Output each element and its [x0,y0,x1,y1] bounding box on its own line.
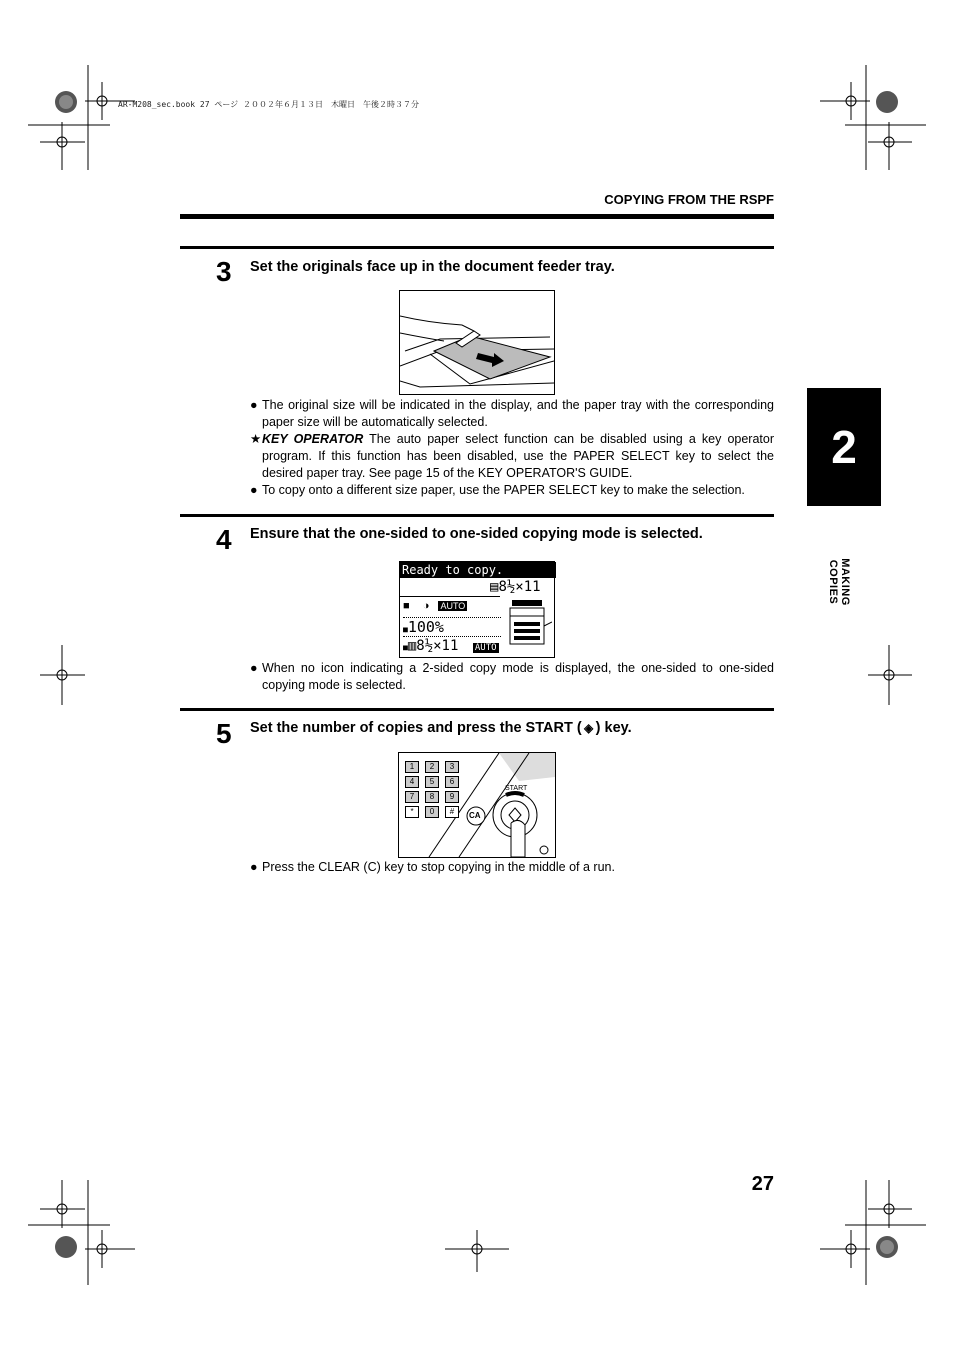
step-3-rule [180,246,774,249]
key-2[interactable]: 2 [425,761,439,773]
chapter-tab-label: MAKING COPIES [827,558,851,606]
step-3-key-operator-note [250,431,774,482]
step-5-title-end: ) key. [595,720,632,736]
key-operator-label: KEY OPERATOR [262,432,364,446]
key-asterisk[interactable]: * [405,806,419,818]
lcd-display [399,561,555,658]
key-6[interactable]: 6 [445,776,459,788]
tray-icon: ▥ [407,638,417,654]
bullet-text: When no icon indicating a 2-sided copy mode is displayed, the one-sided to one-sided copying mode is selected. [262,661,774,692]
ratio-value: 100% [407,618,444,636]
bullet-marker: ● [250,483,258,497]
row-marker: ■ [403,643,408,652]
step-3-title: Set the originals face up in the document feeder tray. [250,259,615,275]
start-key-icon: ◈ [584,721,594,735]
bullet-text: Press the CLEAR (C) key to stop copying in the middle of a run. [262,860,615,874]
ratio-row [403,618,444,636]
key-5[interactable]: 5 [425,776,439,788]
key-7[interactable]: 7 [405,791,419,803]
chapter-tab: 2 [807,388,881,506]
row-marker: ■ [403,600,410,612]
lcd-original-size [490,579,541,595]
numeric-keypad [405,761,459,818]
exposure-row [403,600,467,612]
bullet-marker: ● [250,398,258,412]
step-3-number: 3 [216,256,232,287]
ca-key-label[interactable]: CA [469,811,481,820]
step-4-number: 4 [216,524,232,555]
key-4[interactable]: 4 [405,776,419,788]
key-9[interactable]: 9 [445,791,459,803]
header-rule [180,214,774,219]
paper-size-value: 8½×11 [416,638,459,654]
step-5-title [250,720,632,736]
key-8[interactable]: 8 [425,791,439,803]
step-4-title: Ensure that the one-sided to one-sided copying mode is selected. [250,526,703,542]
step-5-title-start: Set the number of copies and press the START ( [250,720,582,736]
step-5-number: 5 [216,718,232,749]
bullet-text: The original size will be indicated in the display, and the paper tray with the corresponding paper size will be automatically selected. [262,398,774,429]
star-marker: ★ [250,432,262,446]
page-number: 27 [751,1173,774,1195]
step-5-bullet-1 [250,859,774,876]
feeder-tray-illustration [399,290,555,395]
step-4-rule [180,514,774,517]
step-3-bullet-1 [250,397,774,431]
bullet-marker: ● [250,661,258,675]
print-info: AR-M208_sec.book 27 ページ ２００２年６月１３日 木曜日 午後２時３７分 [118,100,419,109]
step-3-bullet-3 [250,482,774,499]
original-icon: ▤ [490,579,499,595]
exposure-auto-badge: AUTO [440,601,466,611]
start-label: START [505,785,528,792]
copier-icon [508,596,552,648]
lcd-message: Ready to copy. [400,562,556,578]
row-marker: ■ [403,625,408,634]
key-3[interactable]: 3 [445,761,459,773]
key-0[interactable]: 0 [425,806,439,818]
key-1[interactable]: 1 [405,761,419,773]
contrast-icon: ◑ [422,600,430,612]
paper-row [403,638,499,654]
key-operator-text: The auto paper select function can be disabled using a key operator program. If this function has been disabled, use the PAPER SELECT key to select the desired paper tray. See page 15 of the KEY OPERATOR'S GUIDE. [262,432,774,480]
bullet-text: To copy onto a different size paper, use the PAPER SELECT key to make the selection. [262,483,745,497]
original-size-value: 8½×11 [498,579,541,595]
paper-auto-badge: AUTO [474,643,497,653]
key-hash[interactable]: # [445,806,459,818]
operation-panel-illustration [398,752,556,858]
bullet-marker: ● [250,860,258,874]
step-5-rule [180,708,774,711]
step-4-bullet-1 [250,660,774,694]
running-head: COPYING FROM THE RSPF [604,192,774,207]
